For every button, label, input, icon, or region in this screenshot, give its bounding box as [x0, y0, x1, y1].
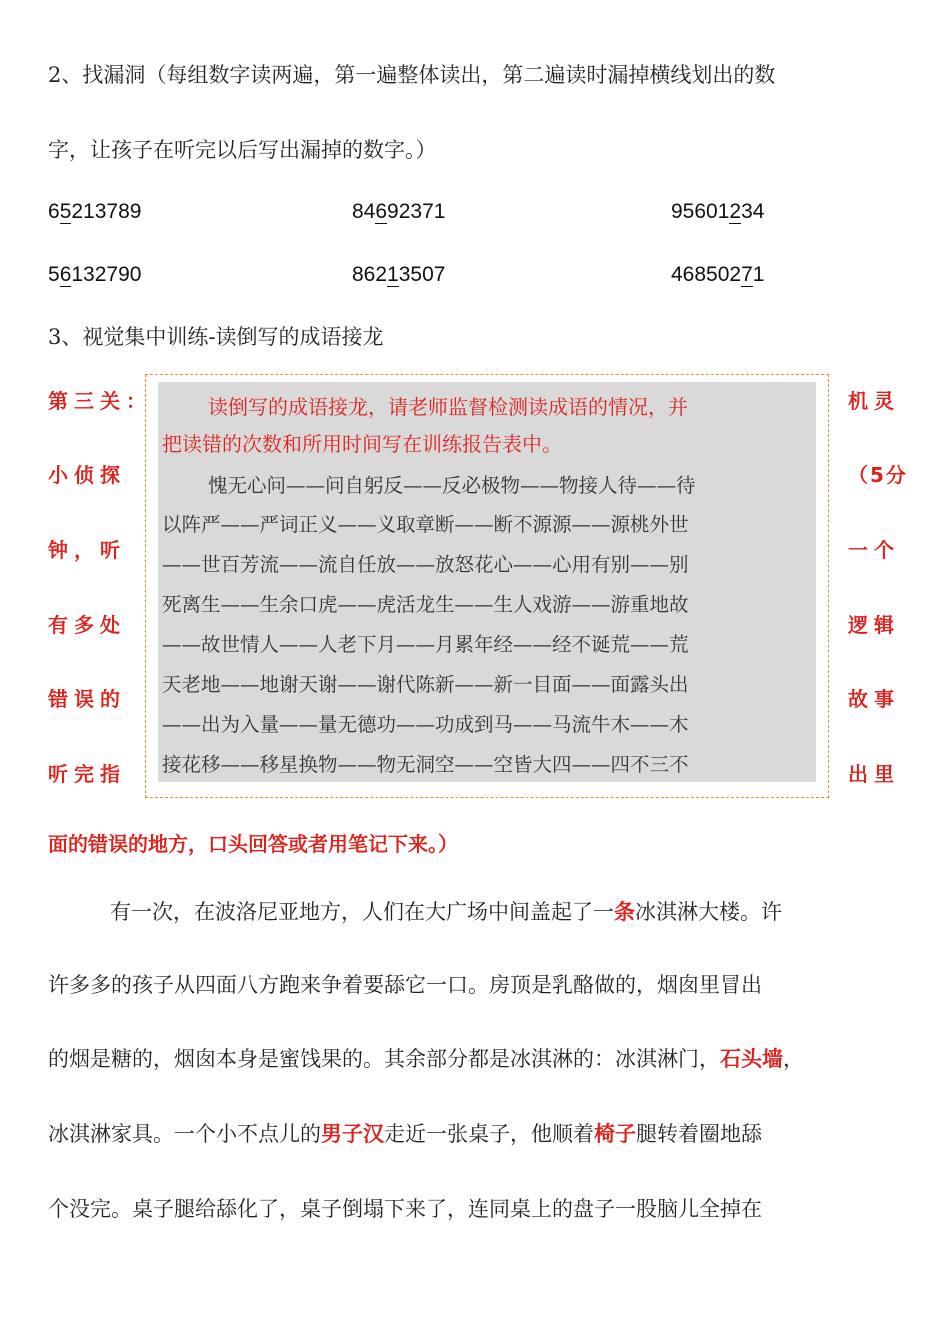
- story-line-1: 有一次，在波洛尼亚地方，人们在大广场中间盖起了一条冰淇淋大楼。许: [110, 900, 782, 924]
- level3-right-6: 出里: [848, 762, 900, 786]
- number-missing-digit: 6: [375, 200, 388, 223]
- section2-heading-line1: 2、找漏洞（每组数字读两遍，第一遍整体读出，第二遍读时漏掉横线划出的数: [48, 63, 776, 87]
- number-missing-digit: 7: [741, 263, 753, 286]
- idiom-chain-line: 天老地——地谢天谢——谢代陈新——新一目面——面露头出: [162, 673, 689, 696]
- number-item-2: 84692371: [352, 200, 446, 223]
- number-item-5: 86213507: [352, 263, 446, 286]
- level3-left-3: 钟，听: [48, 538, 126, 562]
- level3-instruction-end: 面的错误的地方，口头回答或者用笔记下来。）: [48, 832, 458, 856]
- idiom-chain-line: 以阵严——严词正义——义取章断——断不源源——源桃外世: [162, 513, 689, 536]
- number-item-4: 56132790: [48, 263, 142, 286]
- number-item-6: 46850271: [671, 263, 765, 286]
- story-error-word: 椅子: [594, 1122, 636, 1146]
- level3-left-6: 听完指: [48, 762, 126, 786]
- level3-left-1: 第三关：: [48, 389, 152, 413]
- number-missing-digit: 5: [59, 200, 72, 223]
- level3-left-5: 错误的: [48, 687, 126, 711]
- number-missing-digit: 6: [59, 263, 72, 286]
- idiom-chain-line: 愧无心问——问自躬反——反必极物——物接人待——待: [208, 474, 696, 497]
- number-item-1: 65213789: [48, 200, 142, 223]
- level3-right-1: 机灵: [848, 389, 900, 413]
- section3-heading: 3、视觉集中训练-读倒写的成语接龙: [48, 325, 384, 349]
- idiom-instruction-line1: 读倒写的成语接龙，请老师监督检测读成语的情况，并: [208, 395, 688, 419]
- level3-left-4: 有多处: [48, 613, 126, 637]
- idiom-chain-line: ——世百芳流——流自任放——放怒花心——心用有别——别: [162, 553, 689, 576]
- idiom-chain-line: ——出为入量——量无德功——功成到马——马流牛木——木: [162, 713, 689, 736]
- number-missing-digit: 2: [729, 200, 742, 223]
- story-line-5: 个没完。桌子腿给舔化了，桌子倒塌下来了，连同桌上的盘子一股脑儿全掉在: [48, 1197, 762, 1221]
- level3-right-4: 逻辑: [848, 613, 900, 637]
- number-missing-digit: 1: [387, 263, 399, 286]
- number-item-3: 95601234: [671, 200, 765, 223]
- idiom-chain-line: ——故世情人——人老下月——月累年经——经不诞荒——荒: [162, 633, 689, 656]
- story-line-3: 的烟是糖的，烟囱本身是蜜饯果的。其余部分都是冰淇淋的：冰淇淋门，石头墙，: [48, 1047, 804, 1071]
- level3-right-2: （5分: [848, 463, 908, 487]
- story-error-word: 男子汉: [321, 1122, 384, 1146]
- story-line-2: 许多多的孩子从四面八方跑来争着要舔它一口。房顶是乳酪做的，烟囱里冒出: [48, 973, 762, 997]
- idiom-chain-line: 死离生——生余口虎——虎活龙生——生人戏游——游重地故: [162, 593, 689, 616]
- story-error-word: 石头墙: [720, 1047, 783, 1071]
- story-line-4: 冰淇淋家具。一个小不点儿的男子汉走近一张桌子，他顺着椅子腿转着圈地舔: [48, 1122, 762, 1146]
- story-error-word: 条: [614, 900, 635, 924]
- idiom-chain-line: 接花移——移星换物——物无洞空——空皆大四——四不三不: [162, 753, 689, 776]
- section2-heading-line2: 字，让孩子在听完以后写出漏掉的数字。）: [48, 138, 437, 162]
- idiom-instruction-line2: 把读错的次数和所用时间写在训练报告表中。: [162, 432, 562, 456]
- level3-right-5: 故事: [848, 687, 900, 711]
- level3-left-2: 小侦探: [48, 463, 126, 487]
- level3-right-3: 一个: [848, 538, 900, 562]
